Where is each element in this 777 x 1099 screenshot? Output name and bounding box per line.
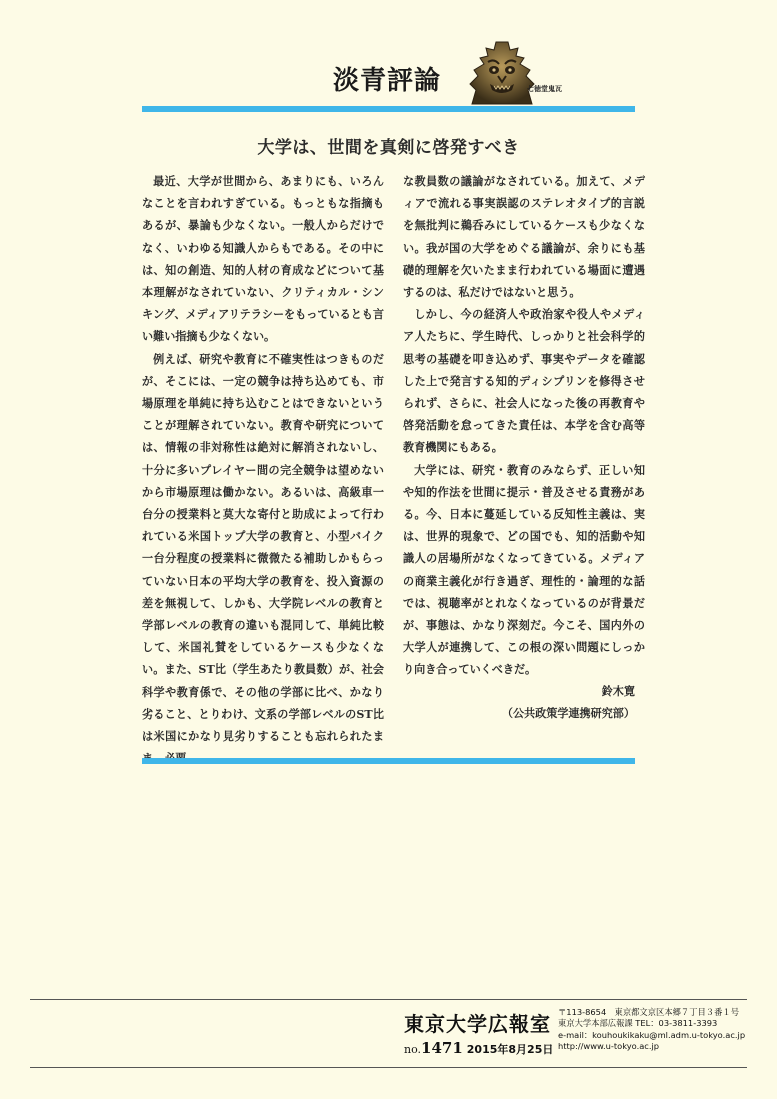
footer-contact xyxy=(558,1007,745,1053)
issue-date: 2015年8月25日 xyxy=(466,1043,554,1056)
article-column-right xyxy=(403,171,645,682)
footer-tel: 東京大学本部広報課 TEL：03-3811-3393 xyxy=(558,1018,718,1029)
article-paragraph: 最近、大学が世間から、あまりにも、いろんなことを言われすぎている。もっともな指摘もあるが、暴論も少なくない。一般人からだけでなく、いわゆる知識人からもである。その中には、知の創造、知的人材の育成などについて基本理解がなされていない、クリティカル・シンキング、メディアリテラシーをもっているとも言い難い指摘も少なくない。 xyxy=(142,175,384,344)
footer-address: 〒113-8654 東京都文京区本郷７丁目３番１号 xyxy=(558,1007,739,1017)
bottom-accent-bar xyxy=(142,758,635,764)
section-title: 淡青評論 xyxy=(333,66,442,96)
article-paragraph: 大学には、研究・教育のみならず、正しい知や知的作法を世間に提示・普及させる責務がある。今、日本に蔓延している反知性主義は、実は、世界的現象で、どの国でも、知的活動や知識人の居場所がなくなってきている。メディアの商業主義化が行き過ぎ、理性的・論理的な話では、視聴率がとれなくなっているのが背景だが、事態は、かなり深刻だ。今こそ、国内外の大学人が連携して、この根の深い問題にしっかり向き合っていくべきだ。 xyxy=(403,463,645,677)
footer-divider-bottom xyxy=(30,1067,747,1068)
article-column-left xyxy=(142,171,384,770)
issue-prefix: no. xyxy=(404,1043,422,1056)
footer-organization: 東京大学広報室 xyxy=(404,1012,551,1036)
onigawara-roof-tile-icon xyxy=(468,40,536,106)
top-accent-bar xyxy=(142,106,635,112)
footer-email[interactable]: e-mail：kouhoukikaku@ml.adm.u-tokyo.ac.jp xyxy=(558,1029,746,1040)
footer-url[interactable]: http://www.u-tokyo.ac.jp xyxy=(558,1041,660,1052)
article-paragraph-continuation: な教員数の議論がなされている。加えて、メディアで流れる事実誤認のステレオタイプ的言説を無批判に鵜呑みにしているケースも少なくない。我が国の大学をめぐる議論が、余りにも基礎的理解を欠いたまま行われている場面に遭遇するのは、私だけではないと思う。 xyxy=(403,175,645,300)
author-name: 鈴木寛 xyxy=(601,685,635,698)
issue-number: 1471 xyxy=(421,1039,463,1057)
article-paragraph: 例えば、研究や教育に不確実性はつきものだが、そこには、一定の競争は持ち込めても、市場原理を単純に持ち込むことはできないということが理解されていない。教育や研究については、情報の非対称性は絶対に解消されないし、十分に多いプレイヤー間の完全競争は望めないから市場原理は働かない。あるいは、高級車一台分の授業料と莫大な寄付と助成によって行われている米国トップ大学の教育と、小型バイク一台分程度の授業料に微微たる補助しかもらっていない日本の平均大学の教育を、投入資源の差を無視して、しかも、大学院レベルの教育と学部レベルの教育の違いも混同して、単純比較して、米国礼賛をしているケースも少なくない。また、ST比（学生あたり教員数）が、社会科学や教育係で、その他の学部に比べ、かなり劣ること、とりわけ、文系の学部レベルのST比は米国にかなり見劣りすることも忘れられたま xyxy=(142,352,384,744)
article-heading: 大学は、世間を真剣に啓発すべき xyxy=(257,138,520,158)
author-affiliation: （公共政策学連携研究部） xyxy=(501,707,635,721)
footer-issue-info xyxy=(404,1039,553,1057)
image-caption: 七徳堂鬼瓦 xyxy=(527,85,562,93)
article-paragraph: しかし、今の経済人や政治家や役人やメディア人たちに、学生時代、しっかりと社会科学的思考の基礎を叩き込めず、事実やデータを確認した上で発言する知的ディシプリンを修得させられず、さらに、社会人になった後の再教育や啓発活動を怠ってきた責任は、本学を含む高等教育機関にもある。 xyxy=(403,308,645,455)
author-block xyxy=(403,681,635,725)
footer-divider-top xyxy=(30,999,747,1000)
